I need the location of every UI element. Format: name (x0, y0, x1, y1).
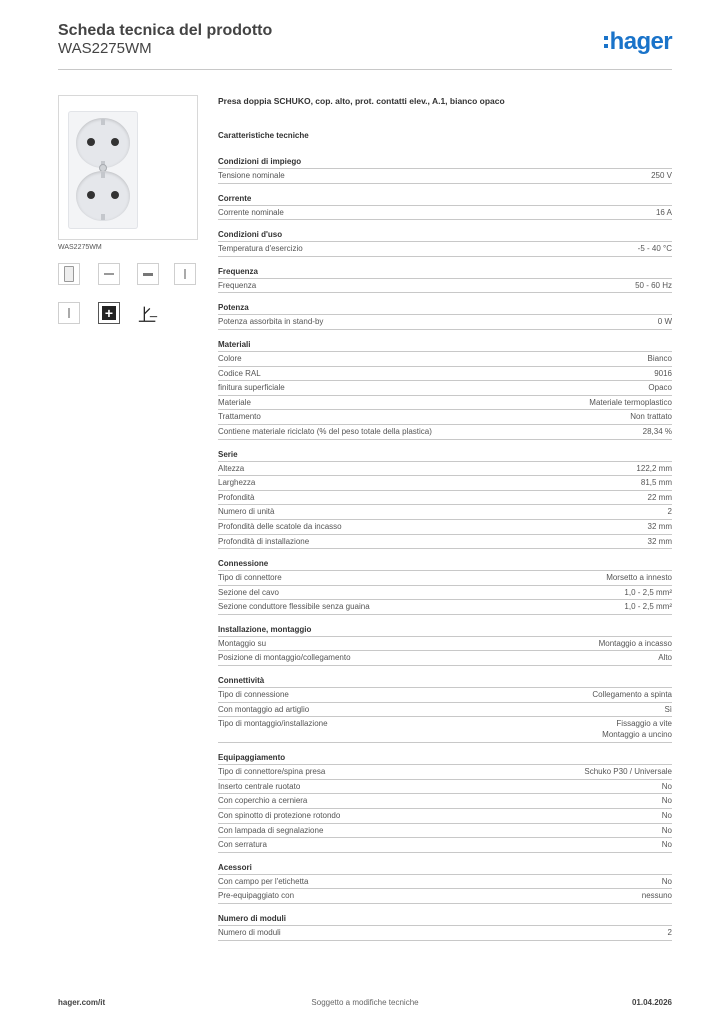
spec-value: No (661, 811, 672, 821)
spec-group-title: Equipaggiamento (218, 753, 672, 765)
spec-label: Sezione conduttore flessibile senza guaina (218, 602, 370, 612)
spec-group-title: Serie (218, 450, 672, 462)
spec-label: Pre-equipaggiato con (218, 891, 295, 901)
product-description: Presa doppia SCHUKO, cop. alto, prot. contatti elev., A.1, bianco opaco (218, 96, 505, 106)
spec-value: 28,34 % (642, 426, 672, 436)
spec-value: Opaco (648, 383, 672, 393)
spec-label: Altezza (218, 463, 245, 473)
spec-label: Potenza assorbita in stand-by (218, 317, 324, 327)
spec-row (218, 780, 672, 795)
spec-row (218, 838, 672, 853)
spec-group (218, 340, 672, 440)
spec-value: Collegamento a spinta (592, 690, 672, 700)
spec-label: Tipo di montaggio/installazione (218, 719, 328, 729)
hager-logo (604, 28, 672, 56)
spec-label: Con lampada di segnalazione (218, 825, 324, 835)
spec-group (218, 230, 672, 257)
spec-row (218, 315, 672, 330)
spec-label: Profondità delle scatole da incasso (218, 521, 342, 531)
spec-row (218, 600, 672, 615)
spec-value-line: Montaggio a uncino (602, 730, 672, 740)
spec-row (218, 717, 672, 743)
spec-row (218, 651, 672, 666)
spec-group-title: Corrente (218, 194, 672, 206)
spec-group-title: Frequenza (218, 267, 672, 279)
spec-value: Schuko P30 / Universale (584, 767, 672, 777)
spec-group-title: Installazione, montaggio (218, 625, 672, 637)
spec-label: Tipo di connessione (218, 690, 289, 700)
footer-notice: Soggetto a modifiche tecniche (311, 998, 419, 1007)
spec-group (218, 676, 672, 743)
spec-label: Con campo per l'etichetta (218, 876, 309, 886)
socket-outlet-top (76, 118, 130, 168)
spec-value: Materiale termoplastico (589, 397, 672, 407)
product-code: WAS2275WM (58, 40, 152, 57)
spec-group-title: Connessione (218, 559, 672, 571)
spec-group (218, 157, 672, 184)
socket-edge-icon[interactable] (174, 263, 196, 285)
spec-value-line: Fissaggio a vite (616, 719, 672, 729)
spec-group (218, 914, 672, 941)
spec-group-title: Condizioni di impiego (218, 157, 672, 169)
spec-row (218, 794, 672, 809)
spec-value: No (661, 840, 672, 850)
spec-row (218, 410, 672, 425)
spec-row (218, 491, 672, 506)
spec-label: Con montaggio ad artiglio (218, 704, 310, 714)
product-image (58, 95, 198, 240)
protection-class-icon: + (98, 302, 120, 324)
spec-label: Inserto centrale ruotato (218, 781, 301, 791)
spec-value: 32 mm (647, 521, 672, 531)
spec-row (218, 352, 672, 367)
spec-value: 50 - 60 Hz (635, 280, 672, 290)
spec-row (218, 809, 672, 824)
socket-side-icon[interactable] (98, 263, 120, 285)
spec-value: No (661, 781, 672, 791)
footer-date: 01.04.2026 (631, 998, 672, 1007)
spec-group (218, 303, 672, 330)
spec-group-title: Connettività (218, 676, 672, 688)
spec-group (218, 267, 672, 294)
spec-row (218, 242, 672, 257)
page-header (58, 20, 672, 70)
spec-group (218, 863, 672, 904)
spec-value: -5 - 40 °C (637, 244, 672, 254)
spec-label: Profondità (218, 492, 255, 502)
spec-value (602, 718, 672, 740)
spec-label: Posizione di montaggio/collegamento (218, 653, 351, 663)
spec-label: Con spinotto di protezione rotondo (218, 811, 341, 821)
spec-group (218, 194, 672, 221)
spec-group (218, 450, 672, 550)
spec-group (218, 625, 672, 666)
spec-row (218, 206, 672, 221)
footer-website[interactable]: hager.com/it (58, 998, 106, 1007)
spec-label: Montaggio su (218, 638, 267, 648)
spec-group-title: Numero di moduli (218, 914, 672, 926)
spec-label: Tensione nominale (218, 171, 285, 180)
spec-label: Profondità di installazione (218, 536, 310, 546)
page-title: Scheda tecnica del prodotto (58, 22, 273, 39)
spec-label: Larghezza (218, 478, 256, 488)
spec-row (218, 571, 672, 586)
spec-label: Tipo di connettore (218, 573, 282, 583)
spec-row (218, 765, 672, 780)
spec-label: Colore (218, 353, 242, 363)
spec-value: nessuno (641, 891, 672, 901)
spec-row (218, 279, 672, 294)
spec-group (218, 753, 672, 853)
spec-value: 2 (667, 507, 672, 517)
spec-row (218, 875, 672, 890)
temperature-range-icon (137, 302, 159, 324)
spec-value: Bianco (647, 353, 672, 363)
spec-label: Con coperchio a cerniera (218, 796, 308, 806)
spec-group (218, 559, 672, 615)
spec-row (218, 425, 672, 440)
spec-label: Frequenza (218, 280, 257, 290)
spec-value: 16 A (655, 207, 672, 217)
spec-row (218, 637, 672, 652)
spec-row (218, 367, 672, 382)
spec-row (218, 381, 672, 396)
spec-label: Con serratura (218, 840, 267, 850)
spec-value: 0 W (657, 317, 672, 327)
spec-label: Sezione del cavo (218, 587, 279, 597)
spec-value: 1,0 - 2,5 mm² (624, 587, 672, 597)
spec-label: Tipo di connettore/spina presa (218, 767, 326, 777)
spec-row (218, 520, 672, 535)
socket-outlet-bottom (76, 171, 130, 221)
spec-row (218, 586, 672, 601)
spec-value: No (661, 825, 672, 835)
spec-value: 22 mm (647, 492, 672, 502)
spec-row (218, 505, 672, 520)
spec-value: Sì (664, 704, 672, 714)
spec-row (218, 476, 672, 491)
spec-group-title: Condizioni d'uso (218, 230, 672, 242)
section-title: Caratteristiche tecniche (218, 131, 309, 140)
spec-value: 9016 (654, 368, 672, 378)
spec-label: finitura superficiale (218, 383, 285, 393)
spec-label: Materiale (218, 397, 251, 407)
socket-top-icon[interactable] (58, 302, 80, 324)
spec-label: Numero di moduli (218, 928, 281, 937)
spec-value: Non trattato (630, 412, 672, 422)
spec-group-title: Acessori (218, 863, 672, 875)
spec-row (218, 824, 672, 839)
spec-value: Morsetto a innesto (606, 573, 672, 583)
spec-value: 122,2 mm (636, 463, 672, 473)
spec-value: No (661, 876, 672, 886)
spec-label: Codice RAL (218, 368, 261, 378)
spec-value: Montaggio a incasso (598, 638, 672, 648)
spec-value: 2 (667, 928, 672, 937)
socket-front-icon[interactable] (58, 263, 80, 285)
spec-label: Numero di unità (218, 507, 275, 517)
spec-value: 250 V (651, 171, 672, 180)
spec-row (218, 535, 672, 550)
spec-row (218, 688, 672, 703)
spec-label: Corrente nominale (218, 207, 284, 217)
spec-value: No (661, 796, 672, 806)
spec-value: Alto (658, 653, 672, 663)
spec-row (218, 462, 672, 477)
socket-plate (68, 111, 138, 229)
spec-row (218, 396, 672, 411)
spec-label: Contiene materiale riciclato (% del peso totale della plastica) (218, 426, 432, 436)
spec-row (218, 703, 672, 718)
spec-row (218, 926, 672, 941)
spec-row (218, 169, 672, 184)
spec-value: 81,5 mm (640, 478, 672, 488)
logo-text: hager (609, 28, 672, 55)
spec-group-title: Potenza (218, 303, 672, 315)
spec-label: Trattamento (218, 412, 261, 422)
spec-group-title: Materiali (218, 340, 672, 352)
spec-value: 32 mm (647, 536, 672, 546)
socket-bottom-icon[interactable] (137, 263, 159, 285)
spec-row (218, 889, 672, 904)
spec-label: Temperatura d'esercizio (218, 244, 303, 254)
logo-colon-icon (604, 34, 608, 50)
spec-value: 1,0 - 2,5 mm² (624, 602, 672, 612)
image-caption: WAS2275WM (58, 244, 102, 251)
specs-table (218, 157, 672, 951)
